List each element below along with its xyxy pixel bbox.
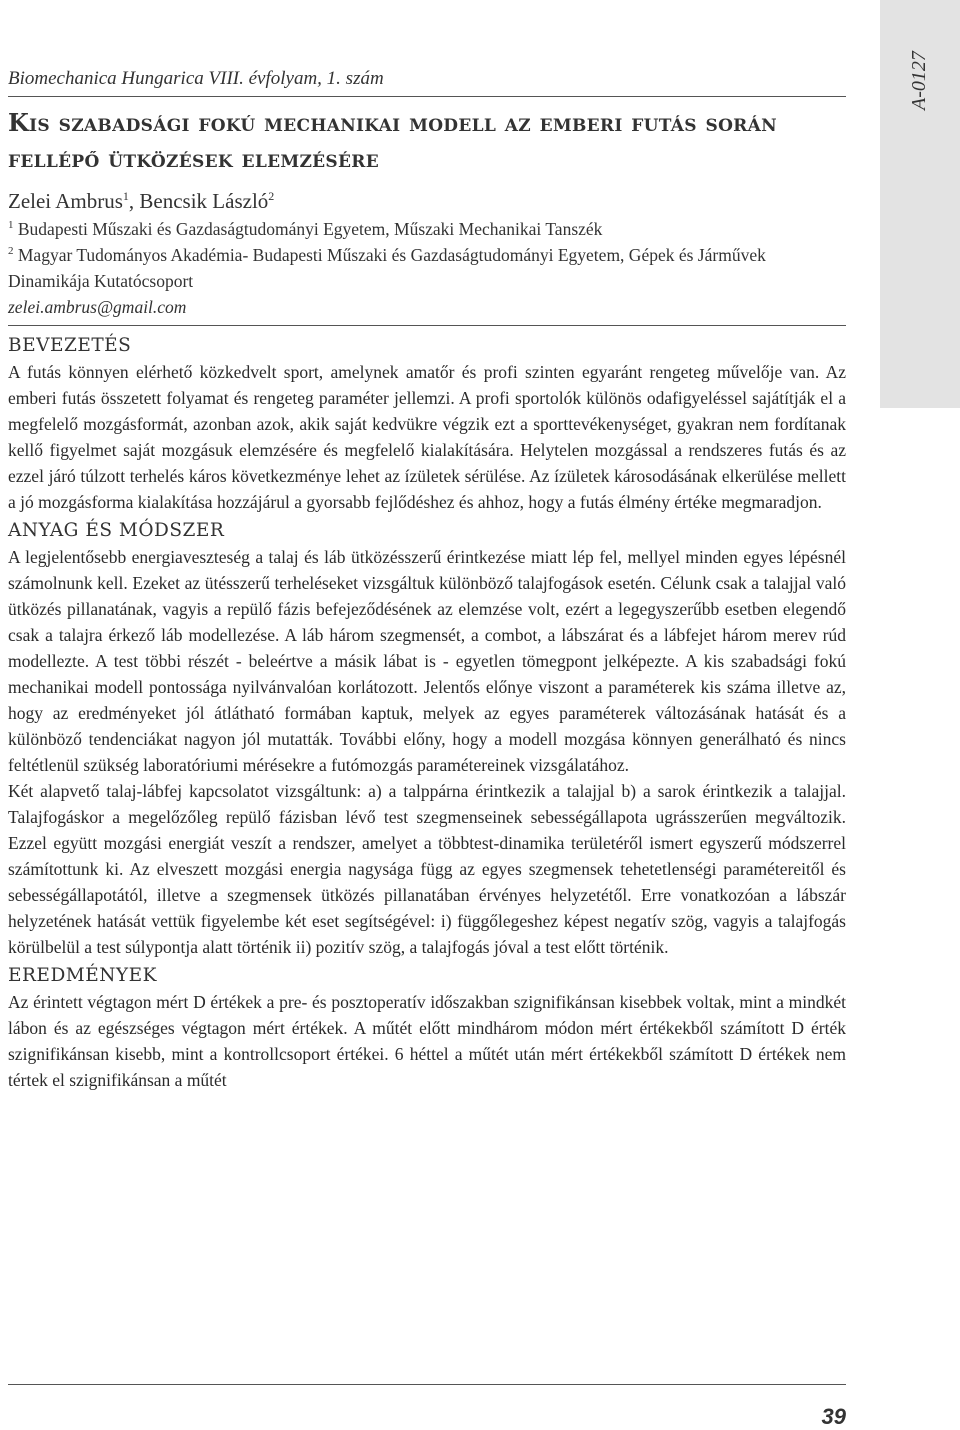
introduction-paragraph: A futás könnyen elérhető közkedvelt sport, amelynek amatőr és profi szinten egyaránt rengeteg művelője van. Az emberi futás összetett folyamat és rengeteg paraméter jellemzi. A profi sportolók különös odafigyeléssel sajátítják el a megfelelő mozgásformát, azonban azok, akik saját kedvükre végzik ezt a sporttevékenységet, gyakran nem fordítanak kellő figyelmet saját mozgásuk elemzésére és megfelelő kialakítására. Helytelen mozgással a rendszeres futás és az ezzel járó túlzott terhelés káros következménye lehet az ízületek sérülése. Az ízületek károsodásának elkerülése mellett a jó mozgásforma kialakítása hozzájárul a gyorsabb fejlődéshez és ahhoz, hogy a futás élmény értéke megmaradjon. xyxy=(8,362,846,512)
article-title: Kis szabadsági fokú mechanikai modell az emberi futás során fellépő ütközések elemzésére xyxy=(8,108,777,173)
author-1: Zelei Ambrus xyxy=(8,189,123,213)
author-2: Bencsik László xyxy=(139,189,269,213)
section-heading-introduction: BEVEZETÉS xyxy=(8,335,132,356)
section-heading-results: EREDMÉNYEK xyxy=(8,965,157,986)
journal-header: Biomechanica Hungarica VIII. évfolyam, 1. szám xyxy=(8,66,846,97)
affiliation-1-mark: 1 xyxy=(8,219,14,232)
page-number: 39 xyxy=(821,1404,846,1429)
footer-rule xyxy=(8,1384,846,1385)
author-2-affiliation-mark: 2 xyxy=(268,189,275,203)
author-separator: , xyxy=(128,189,140,213)
affiliation-1 xyxy=(8,216,846,242)
author-line xyxy=(8,187,846,216)
article-code xyxy=(904,40,934,120)
methods-paragraph-2: Két alapvető talaj-lábfej kapcsolatot vizsgáltunk: a) a talppárna érintkezik a talajjal b) a sarok érintkezik a talajjal. Talajfogáskor a megelőzőleg repülő fázisban lévő test szegmenseinek sebességállapota ugrásszerűen megváltozik. Ezzel együtt mozgási energiát veszít a rendszer, amelyet a többtest-dinamika területéről ismert egyszerű módszerrel számítottunk ki. Az elveszett mozgási energia nagysága függ az egyes szegmensek tehetetlenségi paramétereitől és sebességállapotától, illetve a szegmensek ütközés pillanatában érvényes helyzetétől. Erre vonatkozóan a lábszár helyzetének hatását vettük figyelembe két eset segítségével: i) függőlegeshez képest negatív szög, vagyis a talajfogás körülbelül a test súlypontja alatt történik ii) pozitív szög, a talajfogás jóval a test előtt történik. xyxy=(8,781,846,957)
affiliation-2-mark: 2 xyxy=(8,245,14,258)
affiliation-2 xyxy=(8,242,846,294)
methods-paragraph-1: A legjelentősebb energiaveszteség a talaj és láb ütközésszerű érintkezése miatt lép fel, mellyel minden egyes lépésnél számolnunk kell. Ezeket az ütésszerű terheléseket vizsgáltuk különböző talajfogások esetén. Célunk csak a talajjal való ütközés pillanatának, vagyis a repülő fázis befejeződésének az elemzése volt, ezért a legegyszerűbb esetben elegendő csak a talajra érkező láb modellezése. A láb három szegmensét, a combot, a lábszárat és a lábfejet három merev rúd modellezte. A test többi részét - beleértve a másik lábat is - egyetlen tömegpont jelképezte. A kis szabadsági fokú mechanikai modell pontossága nyilvánvalóan korlátozott. Jelentős előnye viszont a paraméterek kis száma illetve az, hogy az eredményeket jól átlátható formában kaptuk, melyek az egyes paraméterek változásának hatását és a különböző tendenciákat nagyon jól mutatták. További előny, hogy a modell mozgása könnyen generálható és nincs feltétlenül szükség laboratóriumi mérésekre a futómozgás paramétereinek vizsgálatához. xyxy=(8,547,846,775)
section-heading-methods: ANYAG ÉS MÓDSZER xyxy=(8,520,225,541)
article-code-text: A-0127 xyxy=(907,50,930,110)
author-email: zelei.ambrus@gmail.com xyxy=(8,294,846,326)
affiliation-2-text: Magyar Tudományos Akadémia- Budapesti Műszaki és Gazdaságtudományi Egyetem, Gépek és Járművek Dinamikája Kutatócsoport xyxy=(8,245,766,291)
affiliation-1-text: Budapesti Műszaki és Gazdaságtudományi Egyetem, Műszaki Mechanikai Tanszék xyxy=(17,219,603,239)
results-paragraph: Az érintett végtagon mért D értékek a pre- és posztoperatív időszakban szignifikánsan kisebbek voltak, mint a mindkét lábon és az egészséges végtagon mért értékek. A műtét előtt mindhárom módon mért értékekből számított D érték szignifikánsan kisebb, mint a kontrollcsoport értékei. 6 héttel a műtét után mért értékekből számított D értékek nem tértek el szignifikánsan a műtét xyxy=(8,992,846,1090)
author-1-affiliation-mark: 1 xyxy=(122,189,129,203)
page-content xyxy=(8,66,846,1093)
